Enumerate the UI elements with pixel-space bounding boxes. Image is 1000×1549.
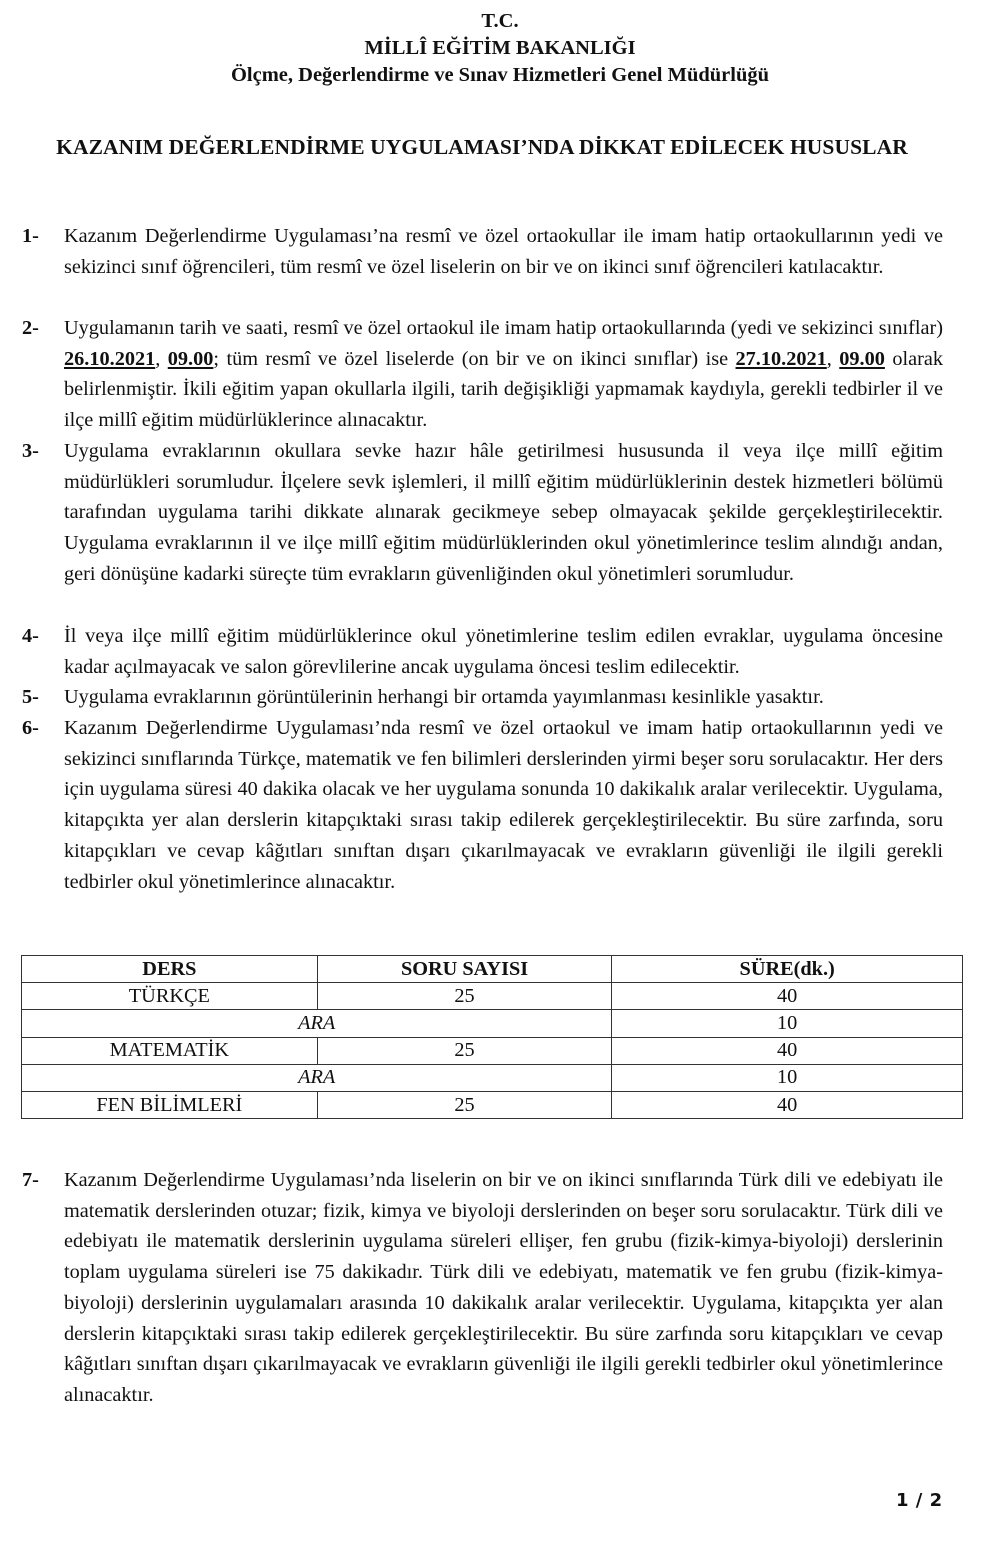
list-item-2 — [22, 313, 943, 436]
cell-ders: TÜRKÇE — [22, 983, 318, 1010]
column-header-ders: DERS — [22, 956, 318, 983]
cell-sure: 10 — [612, 1010, 963, 1037]
item-text-part: Uygulamanın tarih ve saati, resmî ve özel ortaokul ile imam hatip ortaokullarında (yedi ve sekizinci sınıflar) — [64, 317, 943, 339]
document-header — [0, 8, 1000, 89]
table-row-break — [22, 1010, 963, 1037]
header-ministry: MİLLÎ EĞİTİM BAKANLIĞI — [364, 37, 636, 59]
item-text: Kazanım Değerlendirme Uygulaması’nda resmî ve özel ortaokul ve imam hatip ortaokullarının yedi ve sekizinci sınıflarında Türkçe, matematik ve fen bilimleri derslerinden yirmi beşer soru sorulacaktır. Her ders için uygulama süresi 40 dakika olacak ve her uygulama sonunda 10 dakikalık aralar verilecektir. Uygulama, kitapçıkta yer alan derslerin kitapçıktaki sırası takip edilerek gerçekleştirilecektir. Bu süre zarfında, soru kitapçıkları ve cevap kâğıtları sınıftan dışarı çıkarılmayacak ve evrakların güvenliği ile ilgili gerekli tedbirler okul yönetimlerince alınacaktır. — [64, 717, 943, 893]
time-middle-school: 09.00 — [167, 347, 214, 370]
table-row — [22, 1037, 963, 1064]
column-header-sure: SÜRE(dk.) — [612, 956, 963, 983]
exam-schedule-table — [21, 955, 963, 1119]
item-text: Kazanım Değerlendirme Uygulaması’na resmî ve özel ortaokullar ile imam hatip ortaokullarının yedi ve sekizinci sınıf öğrencileri, tüm resmî ve özel liselerin on bir ve on ikinci sınıf öğrencileri katılacaktır. — [64, 225, 943, 278]
table-row — [22, 1091, 963, 1118]
header-tc: T.C. — [481, 10, 519, 32]
list-item-3 — [22, 436, 943, 590]
cell-ara: ARA — [22, 1010, 612, 1037]
table-row-break — [22, 1064, 963, 1091]
list-item-5 — [22, 682, 943, 713]
cell-sure: 10 — [612, 1064, 963, 1091]
item-number: 7- — [22, 1169, 39, 1191]
item-text — [64, 313, 943, 436]
cell-sure: 40 — [612, 1091, 963, 1118]
list-item-1 — [22, 221, 943, 282]
item-number: 6- — [22, 717, 39, 739]
item-number: 2- — [22, 317, 39, 339]
cell-soru: 25 — [317, 1037, 612, 1064]
date-high-school: 27.10.2021 — [735, 347, 827, 370]
item-number: 1- — [22, 225, 39, 247]
cell-soru: 25 — [317, 1091, 612, 1118]
item-text-part: , — [826, 347, 840, 370]
cell-soru: 25 — [317, 983, 612, 1010]
cell-ara: ARA — [22, 1064, 612, 1091]
cell-sure: 40 — [612, 983, 963, 1010]
item-text: Uygulama evraklarının görüntülerinin herhangi bir ortamda yayımlanması kesinlikle yasaktır. — [64, 686, 824, 708]
table-header-row — [22, 956, 963, 983]
list-item-4 — [22, 621, 943, 682]
item-text: Uygulama evraklarının okullara sevke hazır hâle getirilmesi hususunda il veya ilçe millî eğitim müdürlükleri sorumludur. İlçelere sevk işlemleri, il millî eğitim müdürlüklerinin destek hizmetleri bölümü tarafından uygulama tarihi dikkate alınarak gecikmeye sebep olmayacak şekilde gerçekleştirilecektir. Uygulama evraklarının il ve ilçe millî eğitim müdürlüklerinden okul yönetimlerince teslim alındığı andan, geri dönüşüne kadarki süreçte tüm evrakların güvenliğinden okul yönetimleri sorumludur. — [64, 440, 943, 585]
column-header-soru-sayisi: SORU SAYISI — [317, 956, 612, 983]
cell-ders: MATEMATİK — [22, 1037, 318, 1064]
item-text-part: olarak belirlenmiştir. İkili eğitim yapan okullarla ilgili, tarih değişikliği yapmamak kaydıyla, gerekli tedbirler il ve ilçe millî eğitim müdürlüklerince alınacaktır. — [64, 347, 943, 432]
header-directorate: Ölçme, Değerlendirme ve Sınav Hizmetleri Genel Müdürlüğü — [230, 64, 770, 86]
table-row — [22, 983, 963, 1010]
list-item-7 — [22, 1165, 943, 1411]
item-number: 5- — [22, 686, 39, 708]
date-middle-school: 26.10.2021 — [64, 347, 156, 370]
time-high-school: 09.00 — [839, 347, 885, 370]
item-text-part: ; tüm resmî ve özel liselerde (on bir ve on ikinci sınıflar) ise — [213, 347, 736, 370]
cell-ders: FEN BİLİMLERİ — [22, 1091, 318, 1118]
list-item-6 — [22, 713, 943, 897]
item-number: 4- — [22, 625, 39, 647]
cell-sure: 40 — [612, 1037, 963, 1064]
item-text: İl veya ilçe millî eğitim müdürlüklerince okul yönetimlerine teslim edilen evraklar, uygulama öncesine kadar açılmayacak ve salon görevlilerine ancak uygulama öncesi teslim edilecektir. — [64, 625, 943, 678]
item-number: 3- — [22, 440, 39, 462]
item-text: Kazanım Değerlendirme Uygulaması’nda liselerin on bir ve on ikinci sınıflarında Türk dili ve edebiyatı ile matematik derslerinden otuzar; fizik, kimya ve biyoloji derslerinden on beşer soru sorulacaktır. Türk dili ve edebiyatı ile matematik derslerinin uygulama süreleri ellişer, fen grubu (fizik-kimya-biyoloji) derslerinin toplam uygulama süreleri ise 75 dakikadır. Türk dili ve edebiyatı, matematik ve fen grubu (fizik-kimya-biyoloji) derslerinin uygulamaları arasında 10 dakikalık aralar verilecektir. Uygulama, kitapçıkta yer alan derslerin kitapçıktaki sırası takip edilerek gerçekleştirilecektir. Bu süre zarfında soru kitapçıkları ve cevap kâğıtları sınıftan dışarı çıkarılmayacak ve evrakların güvenliği ile ilgili gerekli tedbirler okul yönetimlerince alınacaktır. — [64, 1169, 943, 1406]
document-title: KAZANIM DEĞERLENDİRME UYGULAMASI’NDA DİKKAT EDİLECEK HUSUSLAR — [56, 135, 908, 159]
page-number: 1 / 2 — [896, 1490, 943, 1511]
item-text-part: , — [155, 347, 168, 370]
